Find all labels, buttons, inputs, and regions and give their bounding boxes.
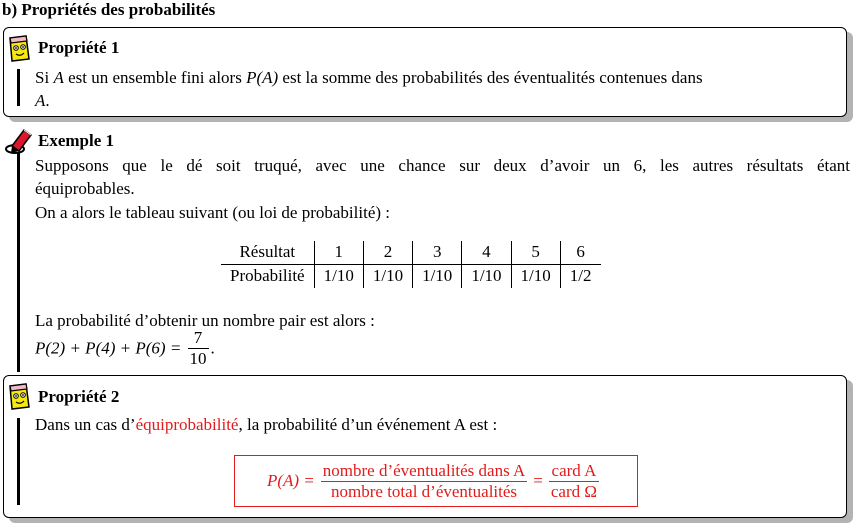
formula-fraction-1: $\frac{\text{nombre d’éventualités dans A}}{\text{nombre total d’éventualités}}$ [322, 460, 526, 501]
table-cell: 1/10 [462, 265, 511, 289]
property-2-statement: Dans un cas d’équiprobabilité, la probabilité d’un événement A est : [35, 415, 498, 434]
formula-equals: = [533, 471, 543, 490]
example-1-bar [17, 152, 20, 372]
table-row-header: Probabilité [230, 266, 305, 285]
property-1-line-2: A. [35, 91, 50, 110]
example-1-conclusion: La probabilité d’obtenir un nombre pair est alors : [35, 311, 375, 330]
equation-fraction: $\frac{7}{10}$ [189, 328, 207, 368]
example-1-para-2: On a alors le tableau suivant (ou loi de probabilité) : [35, 203, 391, 222]
equation-lhs: P(2) + P(4) + P(6) = [35, 338, 182, 358]
table-cell: 6 [560, 241, 600, 265]
property-1-title: Propriété 1 [38, 38, 120, 57]
table-row [221, 265, 601, 289]
table-cell: 1/10 [511, 265, 560, 289]
equiprobability-term: équiprobabilité [135, 415, 239, 434]
table-row [221, 241, 601, 265]
table-cell: 1/10 [314, 265, 363, 289]
table-cell: 3 [413, 241, 462, 265]
table-cell: 1 [314, 241, 363, 265]
probability-table [221, 241, 601, 288]
property-2-title: Propriété 2 [38, 387, 120, 406]
book-face-icon [6, 33, 32, 63]
table-cell: 5 [511, 241, 560, 265]
formula-lhs: P(A) = [266, 471, 315, 490]
example-1-para-1-line-1: Supposons que le dé soit truqué, avec une chance sur deux d’avoir un 6, les autres résultats étant [35, 156, 850, 175]
property-1-bar [17, 69, 20, 106]
example-1-title: Exemple 1 [38, 131, 115, 150]
property-1-line-1: Si A est un ensemble fini alors P(A) est la somme des probabilités des éventualités contenues dans [35, 68, 703, 87]
example-1-equation: P(2) + P(4) + P(6) = $\frac{7}{10}$ . [35, 328, 215, 368]
book-face-icon [6, 381, 32, 411]
formula-fraction-2: $\frac{\text{card A}}{\text{card Ω}}$ [550, 460, 598, 501]
table-cell: 1/2 [560, 265, 600, 289]
property-2-bar [17, 418, 20, 505]
table-row-header: Résultat [221, 241, 314, 265]
example-1-para-1-line-2: équiprobables. [35, 179, 135, 198]
table-cell: 1/10 [363, 265, 412, 289]
table-cell: 1/10 [413, 265, 462, 289]
section-title: b) Propriétés des probabilités [2, 0, 216, 19]
equiprobability-formula [234, 455, 638, 507]
table-cell: 4 [462, 241, 511, 265]
table-cell: 2 [363, 241, 412, 265]
